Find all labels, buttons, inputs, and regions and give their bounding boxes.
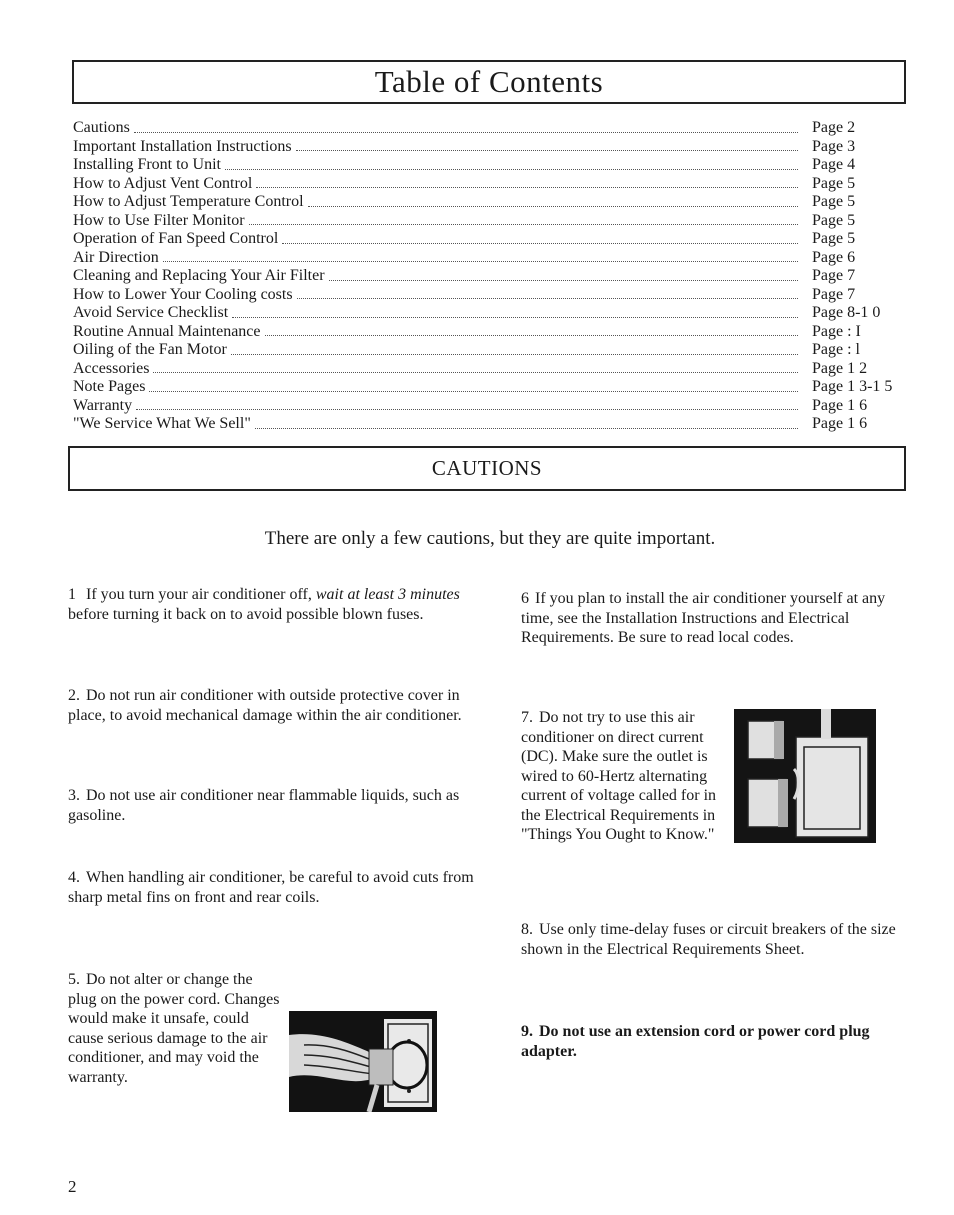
toc-entry [73, 193, 908, 212]
toc-leader-dots [329, 279, 798, 281]
toc-entry-label: Cleaning and Replacing Your Air Filter [73, 267, 325, 284]
caution-number: 7. [521, 709, 533, 726]
toc-entry-label: Avoid Service Checklist [73, 304, 229, 321]
caution-number: 5. [68, 971, 80, 988]
toc-entry-page: Page 2 [812, 119, 856, 136]
caution-number: 4. [68, 869, 80, 886]
toc-entry [73, 341, 908, 360]
toc-entry-page: Page 5 [812, 193, 856, 210]
caution-item-3 [68, 786, 463, 825]
toc-entry-label: Note Pages [73, 378, 146, 395]
toc-entry-page: Page 1 6 [812, 396, 868, 414]
caution-number: 3. [68, 787, 80, 804]
toc-leader-dots [134, 131, 798, 133]
toc-entry-label: Oiling of the Fan Motor [73, 341, 227, 358]
toc-leader-dots [249, 223, 798, 225]
toc-entry [73, 415, 908, 434]
toc-entry-page: Page 7 [812, 285, 856, 303]
toc-entry-label: Cautions [73, 119, 130, 136]
toc-entry [73, 156, 908, 175]
toc-entry-page: Page : I [812, 322, 861, 340]
toc-entry [73, 397, 908, 416]
toc-entry [73, 304, 908, 323]
electrical-box-illustration [734, 709, 876, 843]
toc-entry-label: Air Direction [73, 248, 159, 266]
toc-entry-label: Operation of Fan Speed Control [73, 230, 279, 247]
toc-entry-page: Page 3 [812, 137, 856, 155]
toc-entry-page: Page 8-1 0 [812, 304, 881, 321]
toc-entry-label: Warranty [73, 396, 133, 414]
toc-entry [73, 212, 908, 231]
toc-leader-dots [255, 427, 798, 429]
toc-list [73, 119, 908, 434]
caution-text: Do not try to use this air conditioner on direct current (DC). Make sure the outlet is wired to 60-Hertz alternating current of voltage called for in the Electrical Requirements in "Things You Ought to Know." [521, 709, 717, 843]
toc-entry-label: How to Adjust Temperature Control [73, 193, 304, 210]
toc-leader-dots [256, 186, 798, 188]
toc-entry-page: Page 6 [812, 248, 856, 266]
caution-text: Use only time-delay fuses or circuit breakers of the size shown in the Electrical Requirements Sheet. [521, 921, 896, 958]
caution-item-8 [521, 920, 896, 959]
toc-entry [73, 119, 908, 138]
toc-entry-page: Page 1 3-1 5 [812, 378, 893, 395]
toc-entry [73, 360, 908, 379]
caution-text: Do not use an extension cord or power cord plug adapter. [521, 1023, 870, 1060]
toc-entry-page: Page 4 [812, 156, 856, 173]
toc-entry-label: "We Service What We Sell" [73, 415, 251, 432]
caution-item-9 [521, 1022, 896, 1061]
toc-leader-dots [297, 297, 798, 299]
caution-item-2 [68, 686, 473, 725]
toc-entry [73, 286, 908, 305]
toc-entry-page: Page 5 [812, 230, 856, 247]
caution-number: 6 [521, 590, 529, 607]
toc-leader-dots [163, 260, 798, 262]
toc-leader-dots [149, 390, 798, 392]
plug-illustration [289, 1011, 437, 1112]
toc-entry-label: Installing Front to Unit [73, 156, 221, 173]
toc-leader-dots [296, 149, 798, 151]
toc-leader-dots [225, 168, 798, 170]
caution-number: 8. [521, 921, 533, 938]
caution-item-7 [521, 708, 726, 845]
caution-text: If you plan to install the air conditioner yourself at any time, see the Installation Instructions and Electrical Requirements. Be sure to read local codes. [521, 590, 886, 646]
toc-entry-label: How to Adjust Vent Control [73, 174, 253, 192]
toc-entry-page: Page 1 2 [812, 359, 868, 377]
caution-item-4 [68, 868, 478, 907]
toc-entry [73, 378, 908, 397]
caution-text: When handling air conditioner, be careful to avoid cuts from sharp metal fins on front and rear coils. [68, 869, 474, 906]
toc-entry-label: Important Installation Instructions [73, 137, 292, 155]
caution-item-6 [521, 589, 896, 648]
toc-leader-dots [153, 371, 798, 373]
toc-entry-page: Page : l [812, 341, 860, 358]
toc-entry-page: Page 7 [812, 267, 856, 284]
toc-entry-label: How to Lower Your Cooling costs [73, 285, 293, 303]
toc-leader-dots [282, 242, 798, 244]
toc-entry [73, 230, 908, 249]
caution-text: Do not run air conditioner with outside protective cover in place, to avoid mechanical damage within the air conditioner. [68, 687, 462, 724]
caution-emphasis: wait at least 3 minutes [315, 586, 460, 603]
caution-number: 9. [521, 1023, 533, 1040]
toc-entry [73, 267, 908, 286]
page-number: 2 [68, 1177, 77, 1196]
toc-leader-dots [136, 408, 798, 410]
caution-text: If you turn your air conditioner off, [86, 586, 312, 603]
toc-entry-label: Routine Annual Maintenance [73, 322, 261, 340]
cautions-intro: There are only a few cautions, but they are quite important. [264, 528, 716, 549]
caution-text: before turning it back on to avoid possible blown fuses. [68, 605, 424, 623]
toc-entry [73, 249, 908, 268]
toc-entry-label: Accessories [73, 359, 150, 377]
toc-entry-page: Page 5 [812, 211, 856, 229]
toc-entry [73, 138, 908, 157]
caution-text: Do not use air conditioner near flammable liquids, such as gasoline. [68, 787, 460, 824]
caution-item-1 [68, 585, 488, 624]
toc-entry-label: How to Use Filter Monitor [73, 211, 245, 229]
caution-number: 2. [68, 687, 80, 704]
toc-leader-dots [231, 353, 798, 355]
toc-title: Table of Contents [374, 64, 604, 99]
cautions-title: CAUTIONS [431, 456, 543, 480]
caution-number: 1 [68, 586, 76, 603]
caution-text: Do not alter or change the plug on the power cord. Changes would make it unsafe, could cause serious damage to the air conditioner, and may void the warranty. [68, 971, 280, 1086]
toc-leader-dots [308, 205, 798, 207]
toc-entry [73, 323, 908, 342]
toc-entry-page: Page 1 6 [812, 415, 868, 432]
toc-entry-page: Page 5 [812, 174, 856, 192]
toc-leader-dots [265, 334, 798, 336]
toc-leader-dots [232, 316, 798, 318]
toc-entry [73, 175, 908, 194]
